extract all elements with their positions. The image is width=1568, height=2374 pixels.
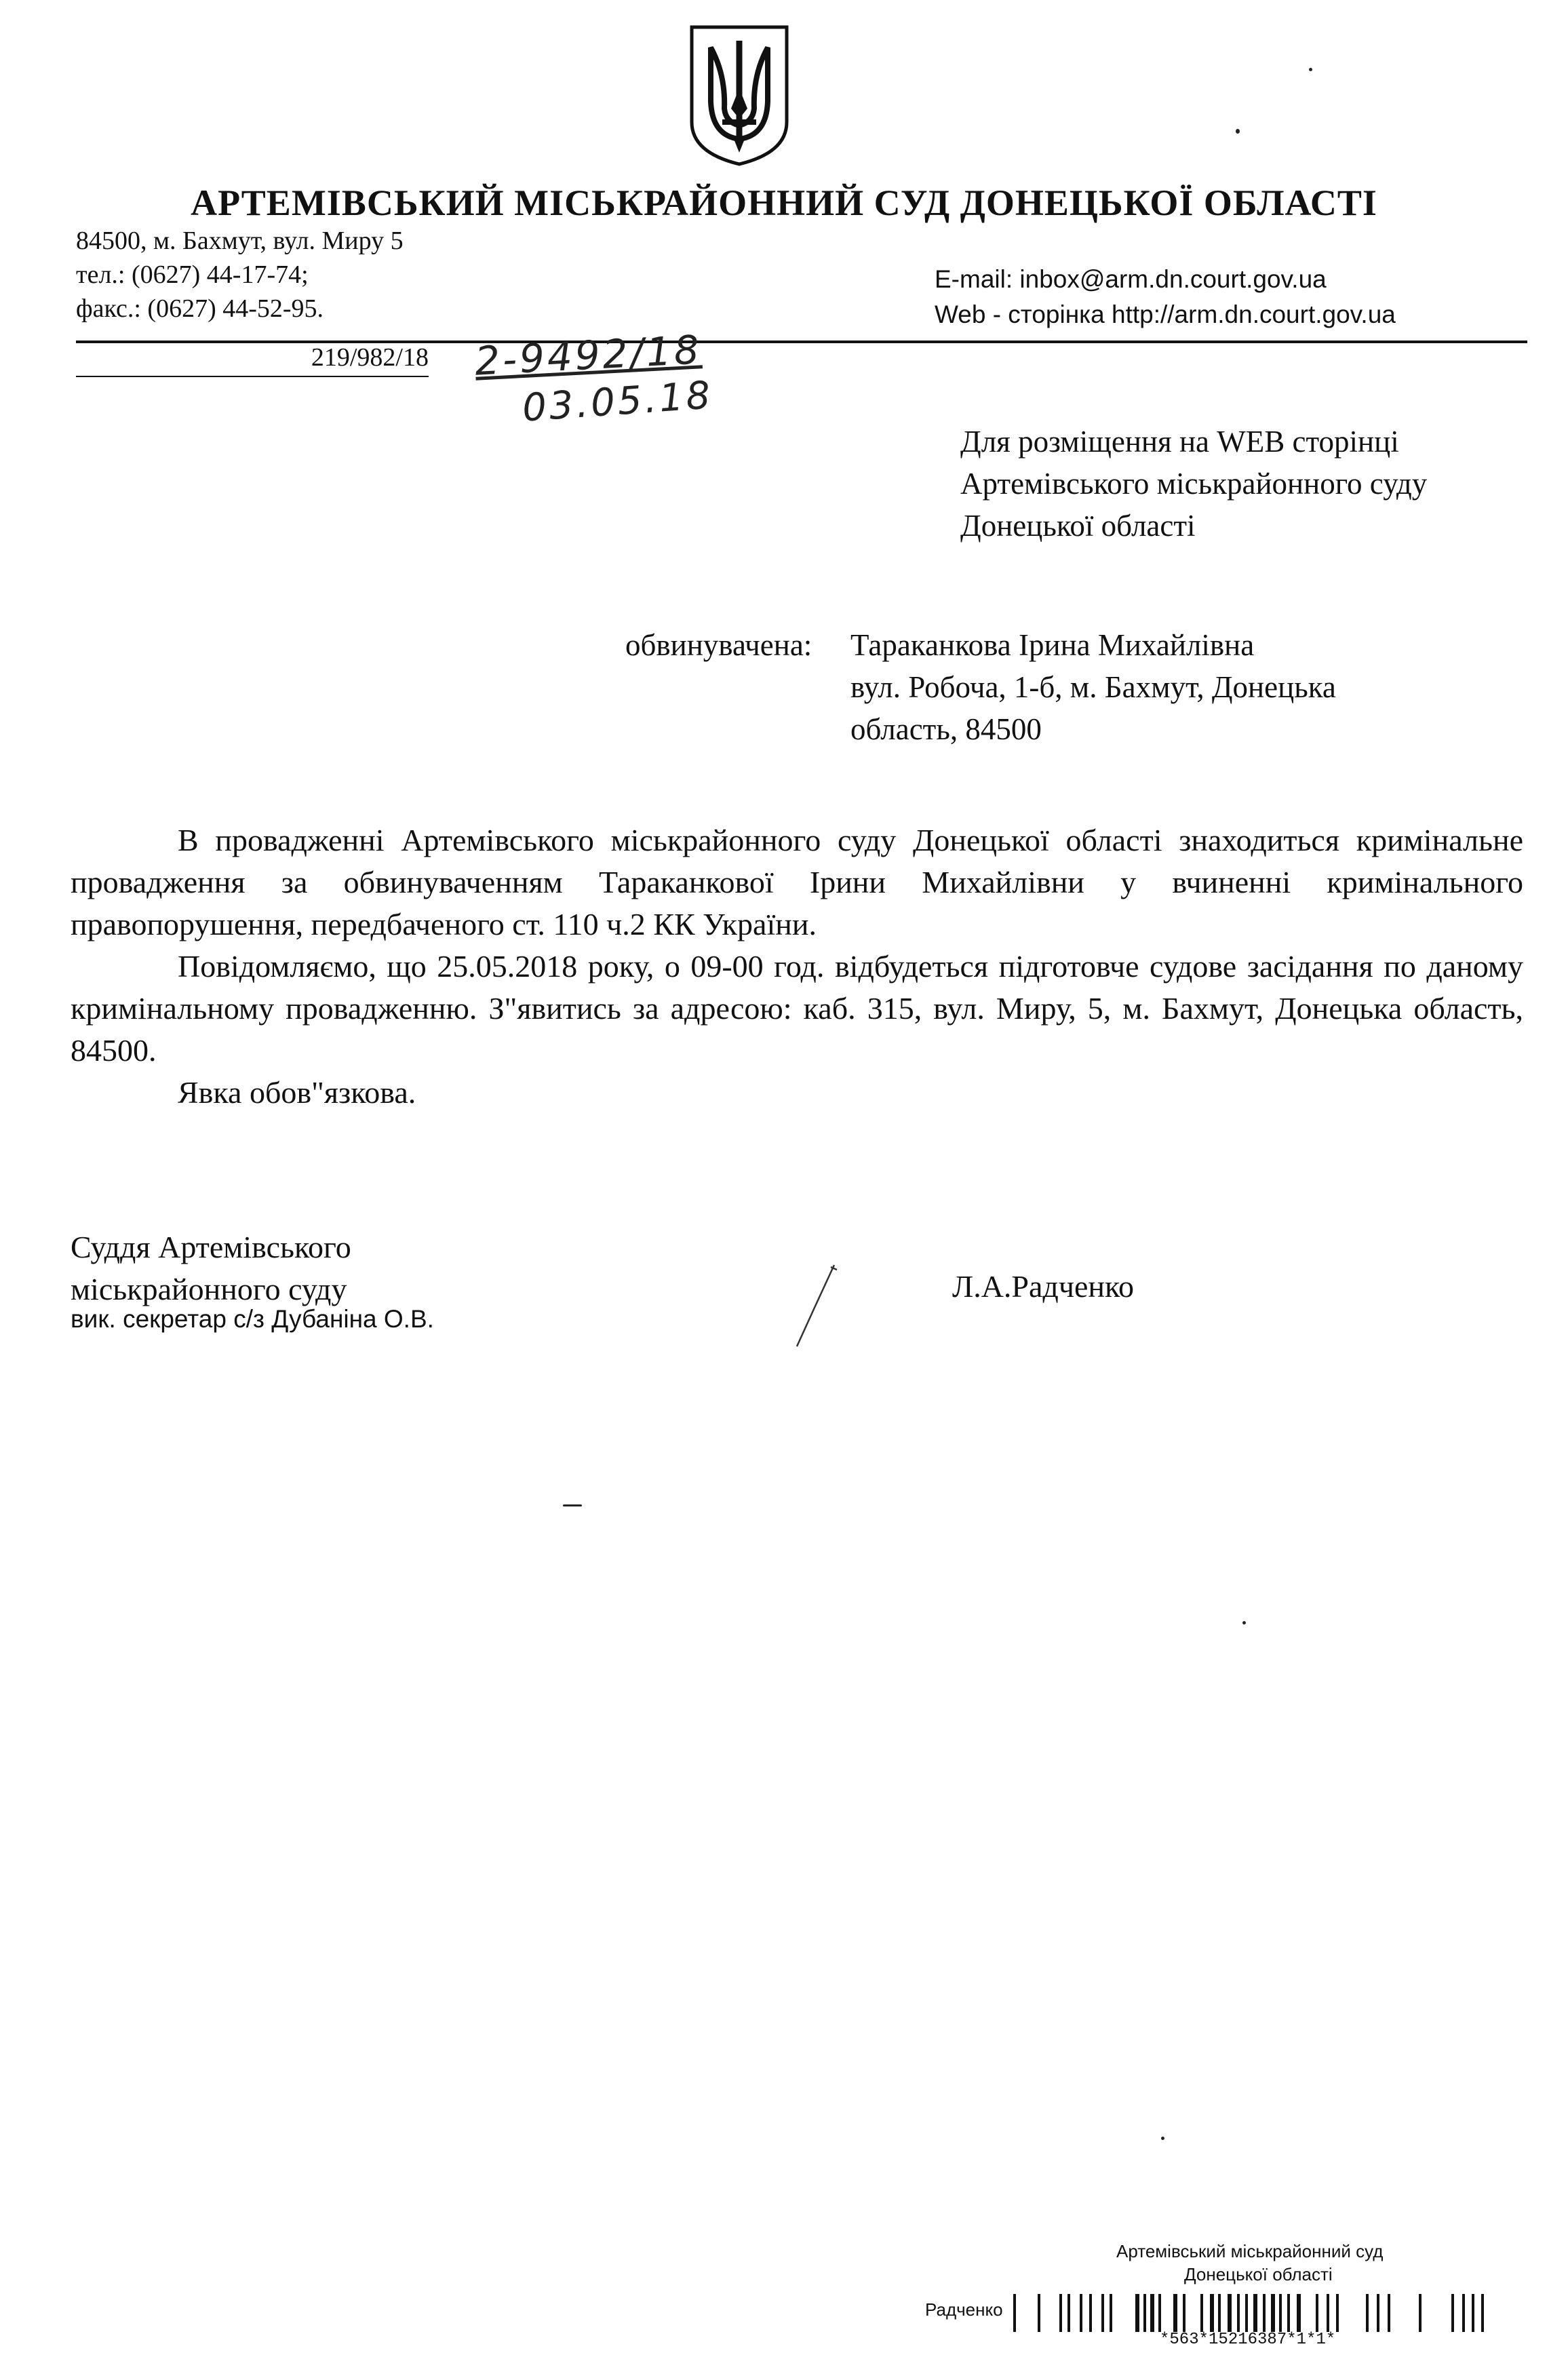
signature-title <box>71 1226 351 1310</box>
handwritten-date: 03.05.18 <box>521 373 715 431</box>
stamp-label: Радченко <box>925 2299 1003 2320</box>
registration-number: 219/982/18 <box>76 339 429 377</box>
court-address: 84500, м. Бахмут, вул. Миру 5 <box>76 227 404 255</box>
stamp-court-name: Артемівський міськрайонний суд <box>1116 2241 1384 2261</box>
handwritten-case-number: 2-9492/18 <box>473 326 703 385</box>
barcode-icon <box>1013 2294 1508 2332</box>
court-fax: факс.: (0627) 44-52-95. <box>76 294 324 323</box>
accused-address-line: область, 84500 <box>850 712 1042 746</box>
court-contacts-right <box>935 262 1396 332</box>
addressee-block <box>960 421 1427 547</box>
accused-details <box>850 624 1336 750</box>
court-name: АРТЕМІВСЬКИЙ МІСЬКРАЙОННИЙ СУД ДОНЕЦЬКОЇ ОБЛАСТІ <box>191 182 1377 223</box>
stamp-region: Донецької області <box>1184 2264 1333 2284</box>
signature-mark-icon <box>787 1262 848 1350</box>
judge-name: Л.А.Радченко <box>952 1269 1135 1304</box>
addressee-line: Донецької області <box>960 509 1196 543</box>
signature-title-line: міськрайонного суду <box>71 1272 347 1306</box>
accused-address-line: вул. Робоча, 1-б, м. Бахмут, Донецька <box>850 670 1336 704</box>
scan-speck <box>1161 2137 1164 2140</box>
notice-paragraph: В провадженні Артемівського міськрайонного суду Донецької області знаходиться кримінальне провадження за обвинуваченням Тараканкової Ірини Михайлівни у вчиненні кримінального правопорушення, передбаченого ст. 110 ч.2 КК України. <box>71 823 1523 941</box>
barcode-number: *563*15216387*1*1* <box>1160 2331 1336 2349</box>
scan-speck <box>563 1504 582 1506</box>
signature-title-line: Суддя Артемівського <box>71 1230 351 1264</box>
scan-speck <box>1309 68 1312 71</box>
coat-of-arms-icon <box>685 20 793 170</box>
addressee-line: Для розміщення на WEB сторінці <box>960 425 1399 459</box>
scan-speck <box>1236 129 1240 134</box>
notice-paragraph: Повідомляємо, що 25.05.2018 року, о 09-00 год. відбудеться підготовче судове засідання по даному кримінальному провадженню. З"явитись за адресою: каб. 315, вул. Миру, 5, м. Бахмут, Донецька область, 84500. <box>71 949 1523 1068</box>
court-contacts-left <box>76 224 404 326</box>
scan-speck <box>1242 1621 1246 1624</box>
court-web: Web - сторінка http://arm.dn.court.gov.ua <box>935 300 1396 328</box>
notice-paragraph: Явка обов"язкова. <box>178 1075 416 1110</box>
court-phone: тел.: (0627) 44-17-74; <box>76 260 309 289</box>
secretary-line: вик. секретар с/з Дубаніна О.В. <box>71 1305 434 1333</box>
addressee-line: Артемівського міськрайонного суду <box>960 467 1428 501</box>
court-email: E-mail: inbox@arm.dn.court.gov.ua <box>935 265 1327 293</box>
accused-label: обвинувачена: <box>625 628 812 662</box>
notice-body <box>71 819 1523 1114</box>
accused-name: Тараканкова Ірина Михайлівна <box>850 628 1255 662</box>
